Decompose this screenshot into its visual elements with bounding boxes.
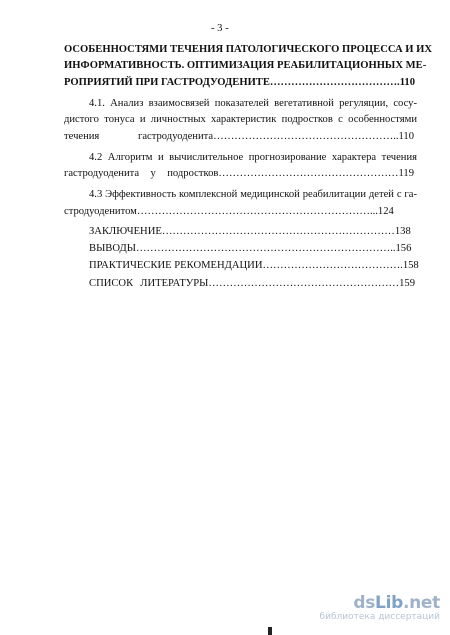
dslib-watermark [320,594,440,623]
watermark-subtitle: библиотека диссертаций [319,612,440,622]
toc-entry-4-1-line-3: течения гастродуоденита……………………………………………..110 [64,131,414,142]
toc-intro-line-2: ИНФОРМАТИВНОСТЬ. ОПТИМИЗАЦИЯ РЕАБИЛИТАЦИОННЫХ МЕ- [64,60,427,71]
toc-entry-4-3-line-1: 4.3 Эффективность комплексной медицинской реабилитации детей с га- [89,189,417,200]
toc-entry-4-3-line-2: стродуоденитом…………………………………………………………...124 [64,206,394,217]
toc-section-conclusion: ЗАКЛЮЧЕНИЕ…………………………………………………………138 [89,226,411,237]
toc-intro-line-1: ОСОБЕННОСТЯМИ ТЕЧЕНИЯ ПАТОЛОГИЧЕСКОГО ПРОЦЕССА И ИХ [64,44,433,55]
toc-intro-line-3: РОПРИЯТИЙ ПРИ ГАСТРОДУОДЕНИТЕ……………………………….110 [64,77,416,88]
toc-entry-4-2-line-1: 4.2 Алгоритм и вычислительное прогнозирование характера течения [89,152,417,163]
watermark-logo: dsLib.net [353,593,440,613]
scan-artifact-bar [268,627,272,635]
toc-section-findings: ВЫВОДЫ………………………………………………………………..156 [89,243,412,254]
toc-entry-4-1-line-1: 4.1. Анализ взаимосвязей показателей вегетативной регуляции, сосу- [89,98,417,109]
toc-entry-4-2-line-2: гастродуоденита у подростков……………………………………………119 [64,168,414,179]
page-number: - 3 - [211,23,229,34]
toc-section-recommendations: ПРАКТИЧЕСКИЕ РЕКОМЕНДАЦИИ………………………………….158 [89,260,419,271]
toc-section-references: СПИСОК ЛИТЕРАТУРЫ………………………………………………159 [89,278,415,289]
toc-entry-4-1-line-2: дистого тонуса и личностных характеристик подростков с особенностями [64,114,417,125]
